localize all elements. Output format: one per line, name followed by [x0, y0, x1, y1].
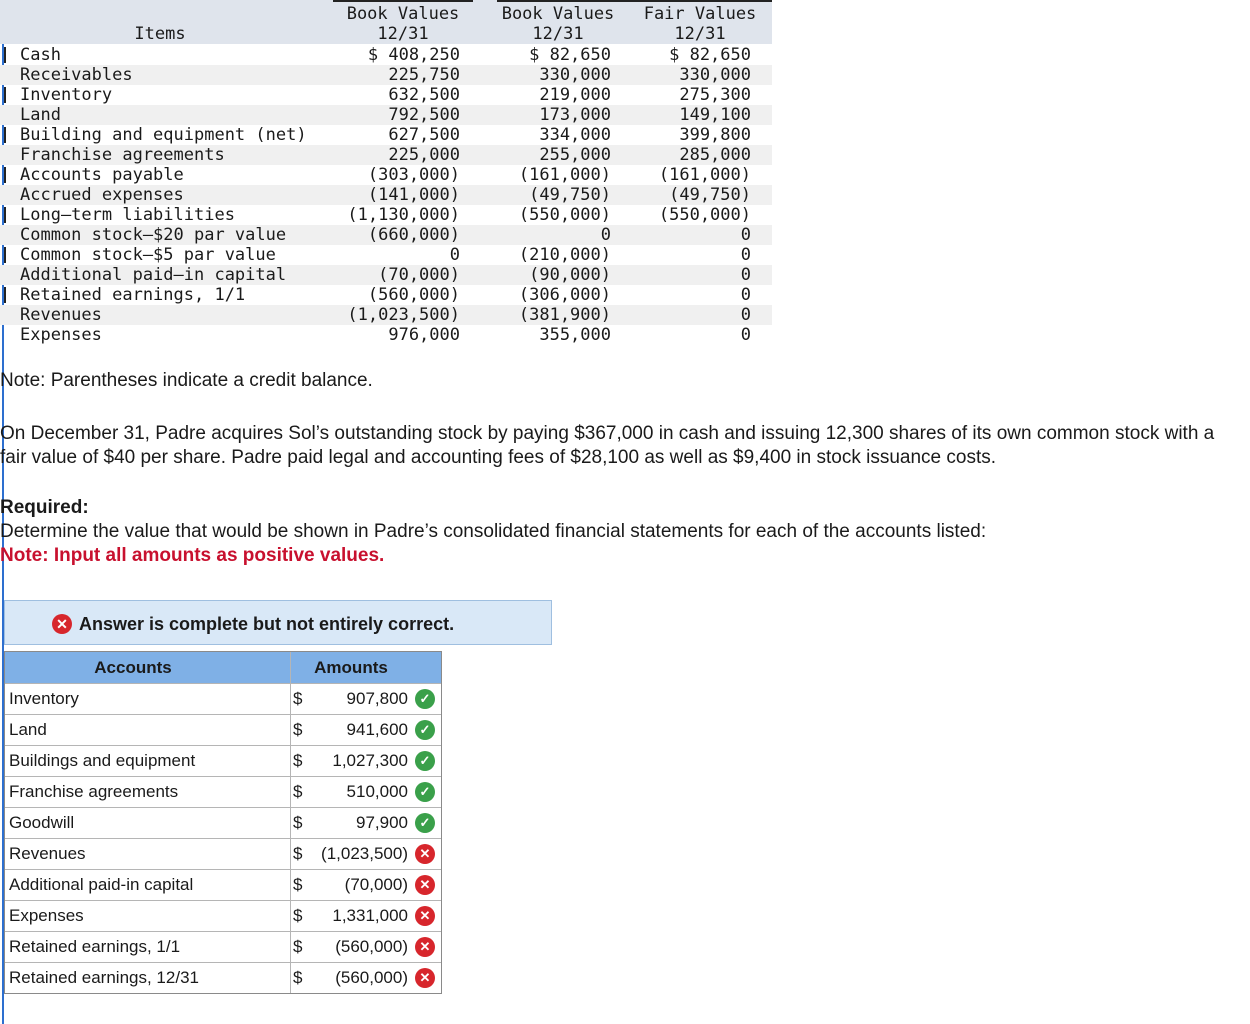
- header-sol-fair: Fair Values 12/31: [643, 4, 757, 44]
- sol-book-value: (49,750): [529, 185, 611, 205]
- required-text: Determine the value that would be shown in Padre’s consolidated financial statements for each of the accounts listed:: [0, 521, 987, 542]
- padre-book-value: 792,500: [388, 105, 460, 125]
- account-name: Common stock—$20 par value: [20, 225, 287, 245]
- balance-row: [0, 225, 772, 245]
- check-icon: ✓: [415, 782, 435, 802]
- account-name: Receivables: [20, 65, 133, 85]
- padre-book-value: (1,023,500): [347, 305, 460, 325]
- sol-fair-value: 275,300: [679, 85, 751, 105]
- column-divider: [290, 963, 291, 993]
- currency-symbol: $: [293, 813, 303, 832]
- balance-row: [0, 305, 772, 325]
- column-divider: [290, 932, 291, 962]
- padre-book-value: 976,000: [388, 325, 460, 345]
- balance-row: [0, 65, 772, 85]
- account-label: Expenses: [9, 906, 84, 925]
- balance-row: [0, 85, 772, 105]
- account-label: Land: [9, 720, 47, 739]
- row-marker: [4, 127, 6, 143]
- row-marker: [4, 87, 6, 103]
- padre-book-value: (303,000): [367, 165, 460, 185]
- sol-fair-value: 0: [740, 325, 751, 345]
- account-label: Additional paid-in capital: [9, 875, 194, 894]
- column-divider: [290, 870, 291, 900]
- sol-fair-value: 330,000: [679, 65, 751, 85]
- error-x-icon: ✕: [415, 968, 435, 988]
- balance-row: [0, 145, 772, 165]
- answer-row: [5, 807, 441, 838]
- required-heading: Required:: [0, 497, 89, 518]
- sol-fair-value: (49,750): [669, 185, 751, 205]
- currency-symbol: $: [293, 751, 303, 770]
- account-name: Common stock—$5 par value: [20, 245, 276, 265]
- header-rule: [497, 0, 772, 2]
- credit-note: Note: Parentheses indicate a credit balance.: [0, 370, 373, 391]
- currency-symbol: $: [293, 844, 303, 863]
- answer-row: [5, 745, 441, 776]
- amount-input[interactable]: 941,600: [346, 720, 408, 739]
- check-icon: ✓: [415, 689, 435, 709]
- balance-row: [0, 205, 772, 225]
- column-divider: [290, 746, 291, 776]
- balance-row: [0, 325, 772, 345]
- amount-input[interactable]: (1,023,500): [321, 844, 408, 863]
- error-x-icon: ✕: [415, 875, 435, 895]
- header-sol-book: Book Values 12/31: [501, 4, 615, 44]
- balance-row: [0, 185, 772, 205]
- answer-table: [4, 651, 442, 994]
- column-divider: [290, 715, 291, 745]
- header-padre-book: Book Values 12/31: [346, 4, 460, 44]
- account-label: Franchise agreements: [9, 782, 179, 801]
- answer-row: [5, 869, 441, 900]
- sol-fair-value: (550,000): [658, 205, 751, 225]
- sol-fair-value: 0: [740, 305, 751, 325]
- sol-book-value: $ 82,650: [529, 45, 611, 65]
- account-name: Building and equipment (net): [20, 125, 307, 145]
- balance-row: [0, 285, 772, 305]
- sol-fair-value: 149,100: [679, 105, 751, 125]
- check-icon: ✓: [415, 813, 435, 833]
- sol-book-value: 255,000: [539, 145, 611, 165]
- error-x-icon: ✕: [415, 937, 435, 957]
- amount-input[interactable]: (70,000): [344, 875, 408, 894]
- account-name: Franchise agreements: [20, 145, 225, 165]
- answer-row: [5, 900, 441, 931]
- answer-row: [5, 776, 441, 807]
- sol-book-value: (381,900): [518, 305, 611, 325]
- row-marker: [4, 47, 6, 63]
- padre-book-value: (560,000): [367, 285, 460, 305]
- padre-book-value: 627,500: [388, 125, 460, 145]
- account-name: Retained earnings, 1/1: [20, 285, 246, 305]
- currency-symbol: $: [293, 906, 303, 925]
- padre-book-value: $ 408,250: [367, 45, 460, 65]
- padre-book-value: 225,000: [388, 145, 460, 165]
- account-name: Cash: [20, 45, 61, 65]
- answer-row: [5, 838, 441, 869]
- amount-input[interactable]: 907,800: [346, 689, 408, 708]
- sol-fair-value: 0: [740, 285, 751, 305]
- account-label: Revenues: [9, 844, 86, 863]
- sol-book-value: (550,000): [518, 205, 611, 225]
- amount-input[interactable]: 97,900: [356, 813, 408, 832]
- sol-fair-value: 0: [740, 225, 751, 245]
- account-name: Land: [20, 105, 61, 125]
- amount-input[interactable]: 1,331,000: [332, 906, 408, 925]
- padre-book-value: 632,500: [388, 85, 460, 105]
- balance-row: [0, 265, 772, 285]
- currency-symbol: $: [293, 968, 303, 987]
- account-name: Accounts payable: [20, 165, 184, 185]
- answer-row: [5, 962, 441, 993]
- amount-input[interactable]: (560,000): [335, 937, 408, 956]
- account-label: Inventory: [9, 689, 79, 708]
- padre-book-value: 0: [449, 245, 460, 265]
- account-name: Long–term liabilities: [20, 205, 235, 225]
- padre-book-value: (70,000): [378, 265, 460, 285]
- amount-input[interactable]: 510,000: [346, 782, 408, 801]
- account-label: Goodwill: [9, 813, 75, 832]
- row-marker: [4, 287, 6, 303]
- header-items: Items: [134, 24, 186, 44]
- account-label: Retained earnings, 12/31: [9, 968, 199, 987]
- column-divider: [290, 839, 291, 869]
- balance-row: [0, 125, 772, 145]
- row-marker: [4, 207, 6, 223]
- answer-row: [5, 714, 441, 745]
- account-name: Expenses: [20, 325, 102, 345]
- currency-symbol: $: [293, 782, 303, 801]
- column-divider: [290, 684, 291, 714]
- required-note: Note: Input all amounts as positive values.: [0, 545, 385, 566]
- header-accounts: Accounts: [94, 658, 172, 677]
- amount-input[interactable]: (560,000): [335, 968, 408, 987]
- header-amounts: Amounts: [314, 658, 388, 677]
- sol-book-value: (306,000): [518, 285, 611, 305]
- sol-fair-value: $ 82,650: [669, 45, 751, 65]
- padre-book-value: 225,750: [388, 65, 460, 85]
- error-x-icon: ✕: [52, 614, 72, 634]
- account-label: Buildings and equipment: [9, 751, 196, 770]
- balance-row: [0, 245, 772, 265]
- check-icon: ✓: [415, 720, 435, 740]
- column-divider: [290, 777, 291, 807]
- sol-book-value: 334,000: [539, 125, 611, 145]
- header-rule: [333, 0, 473, 2]
- row-marker: [4, 167, 6, 183]
- account-name: Additional paid–in capital: [20, 265, 287, 285]
- account-label: Retained earnings, 1/1: [9, 937, 181, 956]
- padre-book-value: (141,000): [367, 185, 460, 205]
- currency-symbol: $: [293, 875, 303, 894]
- padre-book-value: (660,000): [367, 225, 460, 245]
- sol-fair-value: 285,000: [679, 145, 751, 165]
- sol-fair-value: 0: [740, 265, 751, 285]
- currency-symbol: $: [293, 720, 303, 739]
- sol-book-value: 355,000: [539, 325, 611, 345]
- balance-row: [0, 105, 772, 125]
- column-divider: [290, 901, 291, 931]
- answer-row: [5, 683, 441, 714]
- sol-book-value: 330,000: [539, 65, 611, 85]
- sol-book-value: (90,000): [529, 265, 611, 285]
- balance-row: [0, 45, 772, 65]
- currency-symbol: $: [293, 937, 303, 956]
- sol-book-value: 173,000: [539, 105, 611, 125]
- answer-table-header: [5, 652, 441, 683]
- result-banner: [4, 600, 552, 645]
- sol-book-value: 219,000: [539, 85, 611, 105]
- sol-book-value: (210,000): [518, 245, 611, 265]
- account-name: Inventory: [20, 85, 113, 105]
- sol-book-value: 0: [600, 225, 611, 245]
- account-name: Revenues: [20, 305, 102, 325]
- sol-fair-value: 0: [740, 245, 751, 265]
- sol-book-value: (161,000): [518, 165, 611, 185]
- sol-fair-value: 399,800: [679, 125, 751, 145]
- error-x-icon: ✕: [415, 906, 435, 926]
- amount-input[interactable]: 1,027,300: [332, 751, 408, 770]
- banner-text: Answer is complete but not entirely correct.: [79, 614, 455, 634]
- error-x-icon: ✕: [415, 844, 435, 864]
- check-icon: ✓: [415, 751, 435, 771]
- row-marker: [4, 247, 6, 263]
- currency-symbol: $: [293, 689, 303, 708]
- account-name: Accrued expenses: [20, 185, 184, 205]
- padre-book-value: (1,130,000): [347, 205, 460, 225]
- problem-paragraph: On December 31, Padre acquires Sol’s outstanding stock by paying $367,000 in cash and issuing 12,300 shares of its own common stock with a fair value of $40 per share. Padre paid legal and accounting fees of $28,100 as well as $9,400 in stock issuance costs.: [0, 423, 1215, 468]
- sol-fair-value: (161,000): [658, 165, 751, 185]
- balance-row: [0, 165, 772, 185]
- answer-row: [5, 931, 441, 962]
- column-divider: [290, 808, 291, 838]
